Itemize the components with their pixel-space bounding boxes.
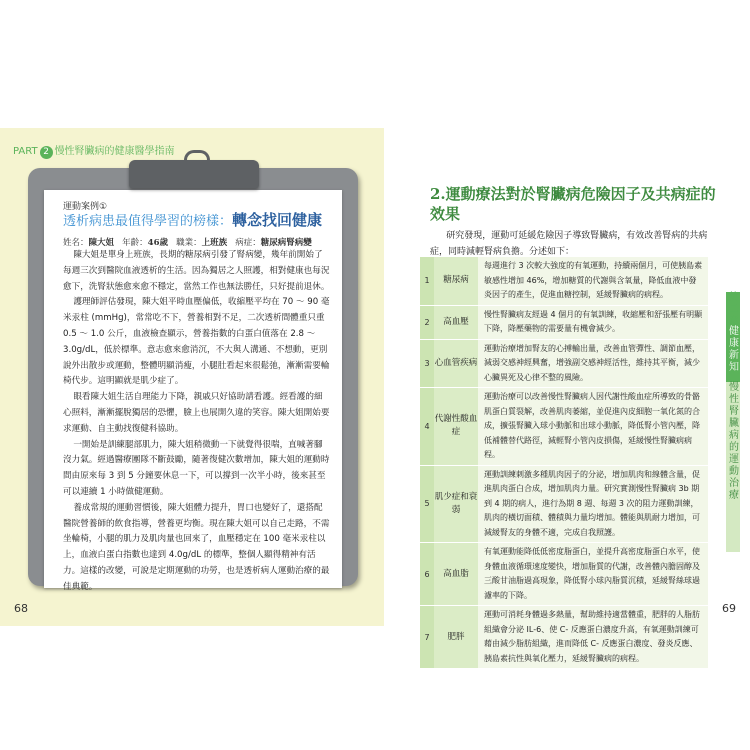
case-paragraph: 養成常規的運動習慣後，陳大姐體力提升，胃口也變好了，還搭配醫院營養師的飲食指導，營養更均衡。現在陳大姐可以自己走路，不需坐輪椅，小腿的肌力及肌肉量也回來了，血壓穩定在 100 毫米汞柱以上，血液白蛋白指數也達到 4.0g/dL 的標準，整個人顯得精神有活力。這樣的改變，可說是定期運動的功勞，也是透析病人運動治療的最佳典範。 [63,502,330,592]
row-number: 7 [420,606,434,669]
age-label: 年齡： [122,238,148,248]
row-number: 1 [420,257,434,306]
disease-value: 糖尿病腎病變 [260,238,312,248]
side-section-label: 健康新知 [729,326,739,373]
factor-name: 代謝性酸血症 [434,388,478,466]
row-number: 6 [420,543,434,606]
case-info [63,236,312,248]
case-paragraph: 眼看陳大姐生活自理能力下降，親戚只好協助請看護。經看護的細心照料，漸漸擺脫獨居的恐懼，臉上也展開久違的笑容。陳大姐開始要求運動、自主動找復健科協助。 [63,392,330,434]
age-value: 46歲 [147,238,168,248]
factor-desc: 慢性腎臟病友經過 4 個月的有氧訓練，收縮壓和舒張壓有明顯下降，降壓藥物的需要量有機會減少。 [478,305,708,339]
table-row [420,305,708,339]
factors-table [420,256,708,668]
clipboard-clip-icon [129,160,259,188]
part-label: PART [13,146,38,157]
row-number: 4 [420,388,434,466]
case-paragraph: 一開始是訓練腿部肌力，陳大姐稍微動一下就覺得很喘，直喊著腳沒力氣。經過醫療團隊不斷鼓勵，隨著復健次數增加，陳大姐的運動時間由原來每 3 到 5 分鐘要休息一下，可以撐到一次半小時，後來甚至可以連續 1 小時做健運動。 [63,439,330,497]
table-row [420,543,708,606]
factor-name: 高血壓 [434,305,478,339]
factor-desc: 有氧運動能降低低密度脂蛋白，並提升高密度脂蛋白水平，使身體血液循環速度變快，增加脂質的代謝，改善體內膽固醇及三酸甘油脂過高現象，降低腎小球內脂質沉積，延緩腎絲球過濾率的下降。 [478,543,708,606]
factor-desc: 運動可消耗身體過多熱量，幫助維持適當體重，肥胖的人脂肪組織會分泌 IL-6、使 C- 反應蛋白濃度升高，有氧運動訓練可藉由減少脂肪組織，進而降低 C- 反應蛋白濃度、發炎反應、胰島素抗性與氧化壓力，延緩腎臟病的病程。 [478,606,708,669]
name-label: 姓名： [63,238,89,248]
section-intro: 研究發現，運動可延緩危險因子導致腎臟病，有效改善腎病的共病症，同時減輕腎病負擔。分述如下： [430,231,708,257]
part-subtitle: 慢性腎臟病的健康醫學指南 [54,146,175,157]
case-paragraph: 陳大姐是單身上班族，長期的糖尿病引發了腎病變，幾年前開始了每週三次到醫院血液透析的生活。因為獨居之人照護，相對健康也每況愈下，洗腎狀態愈來愈不穩定，當然工作也無法勝任，只好提前退休。 [63,250,330,292]
case-title-lead: 透析病患最值得學習的榜樣： [63,214,233,229]
factor-desc: 每週進行 3 次較大強度的有氧運動，持續兩個月，可使胰島素敏感性增加 46%，增加糖質的代謝與含氧量，降低血液中發炎因子的產生，促進血糖控制，延緩腎臟病的病程。 [478,257,708,306]
factor-desc: 運動治療增加腎友的心搏輸出量，改善血管彈性、調節血壓，減弱交感神經興奮，增強副交感神經活性，維持其平衡，減少心臟異死及心律不整的風險。 [478,339,708,388]
name-value: 陳大姐 [88,238,115,248]
case-title-main: 轉念找回健康 [232,211,323,229]
table-row [420,339,708,388]
table-row [420,465,708,543]
job-label: 職業： [176,238,202,248]
case-paragraph: 護理師評估發現，陳大姐平時血壓偏低，收縮壓平均在 70 ～ 90 毫米汞柱 (mmHg)，常常吃不下，營養相對不足，二次透析間體重只重 0.5 ～ 1.0 公斤，血液檢查顯示，營養指數的白蛋白值落在 2.8 ～ 3.0g/dL，低於標準。意志愈來愈消沉，不大與人溝通、不想動，更別說外出散步或運動，整體明顯消瘦，小腿肚看起來很鬆弛，漸漸需要輪椅代步。這明顯就是肌少症了。 [63,297,330,387]
part-number-badge: 2 [40,146,53,159]
row-number: 3 [420,339,434,388]
factor-name: 心血管疾病 [434,339,478,388]
section-title: 2.運動療法對於腎臟病危險因子及共病症的效果 [430,185,716,223]
factor-name: 高血脂 [434,543,478,606]
table-row [420,606,708,669]
table-row [420,388,708,466]
case-label: 運動案例① [63,202,108,212]
factor-name: 肥胖 [434,606,478,669]
case-body [63,248,331,596]
table-row [420,257,708,306]
part-header [13,142,175,159]
disease-label: 病症： [235,238,261,248]
row-number: 2 [420,305,434,339]
factor-name: 糖尿病 [434,257,478,306]
side-chapter-label: 第二章 [729,292,739,327]
job-value: 上班族 [201,238,228,248]
row-number: 5 [420,465,434,543]
case-title [63,209,322,230]
factor-desc: 運動治療可以改善慢性腎臟病人因代謝性酸血症所導致的骨骼肌蛋白質裂解，改善肌肉萎縮，並促進內皮細胞一氧化氮的合成，擴張腎臟入球小動脈和出球小動脈，降低腎小管內壓，降低補體替代路徑，減輕腎小管內皮損傷，延緩慢性腎臟病病程。 [478,388,708,466]
right-page-number: 69 [722,602,736,615]
factor-name: 肌少症和衰弱 [434,465,478,543]
left-page-number: 68 [14,602,28,615]
factor-desc: 運動訓練刺激多種肌肉因子的分泌，增加肌肉和線體含量，促進肌肉蛋白合成，增加肌肉力量。研究實測慢性腎臟病 3b 期到 4 期的病人，進行為期 8 週、每週 3 次的阻力運動訓練，肌肉的橫切面積、體積與力量均增加。體能與肌耐力增加，可減緩腎友的身體不適，完成自我照護。 [478,465,708,543]
side-topic-label: 慢性腎臟病的運動治療 [729,382,739,501]
